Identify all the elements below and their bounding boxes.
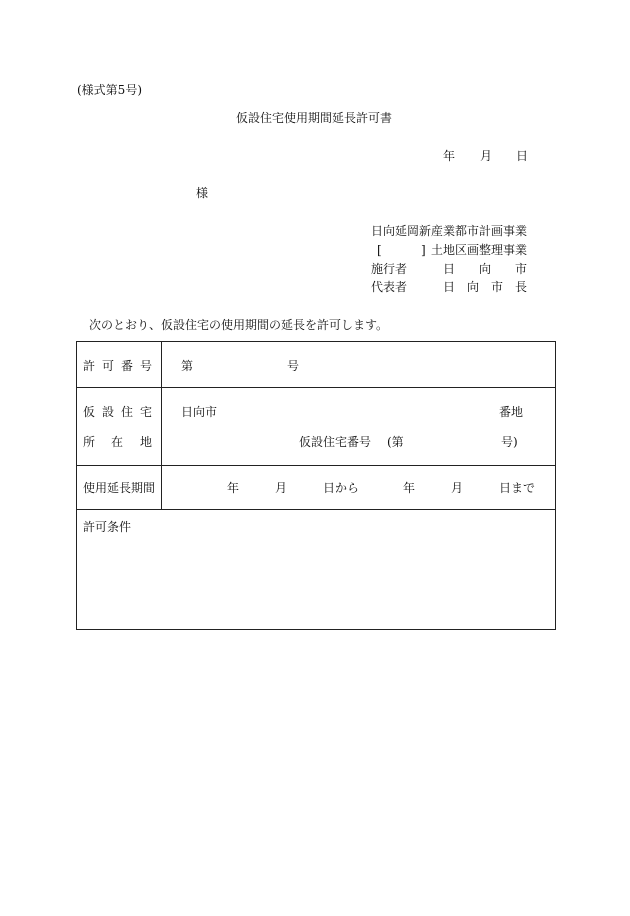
issuer-bracket-open: [ xyxy=(377,243,382,257)
row-divider xyxy=(77,465,555,466)
permit-number-label: 許 可 番 号 xyxy=(83,359,153,373)
operator-name-char-2: 向 xyxy=(479,262,492,276)
permit-number-prefix: 第 xyxy=(181,359,194,373)
location-label-line2: 所 在 地 xyxy=(83,435,153,449)
operator-name-char-3: 市 xyxy=(515,262,528,276)
date-day-label: 日 xyxy=(516,149,529,163)
permit-number-suffix: 号 xyxy=(287,359,300,373)
operator-label: 施行者 xyxy=(371,262,408,276)
location-city: 日向市 xyxy=(181,405,218,419)
date-month-label: 月 xyxy=(480,149,493,163)
representative-name-char-3: 市 xyxy=(491,280,504,294)
representative-name-char-4: 長 xyxy=(515,280,528,294)
recipient-suffix: 様 xyxy=(196,186,209,200)
permit-conditions-label: 許可条件 xyxy=(83,520,132,534)
location-lot-label: 番地 xyxy=(499,405,524,419)
column-divider xyxy=(161,342,162,509)
representative-name-char-2: 向 xyxy=(467,280,480,294)
representative-name-char-1: 日 xyxy=(443,280,456,294)
to-day-label: 日まで xyxy=(499,481,536,495)
housing-number-close: 号) xyxy=(501,435,518,449)
representative-label: 代表者 xyxy=(371,280,408,294)
housing-number-label: 仮設住宅番号 xyxy=(299,435,372,449)
issuer-project: 日向延岡新産業都市計画事業 xyxy=(371,224,528,238)
to-month-label: 月 xyxy=(451,481,464,495)
from-year-label: 年 xyxy=(227,481,240,495)
from-month-label: 月 xyxy=(275,481,288,495)
permit-table xyxy=(76,341,556,630)
housing-number-open: (第 xyxy=(387,435,404,449)
row-divider xyxy=(77,387,555,388)
row-divider xyxy=(77,509,555,510)
to-year-label: 年 xyxy=(403,481,416,495)
form-number: (様式第5号) xyxy=(77,83,142,97)
issuer-district: 土地区画整理事業 xyxy=(431,243,528,257)
from-day-label: 日から xyxy=(323,481,360,495)
operator-name-char-1: 日 xyxy=(443,262,456,276)
issuer-bracket-close: ] xyxy=(421,243,426,257)
date-year-label: 年 xyxy=(443,149,456,163)
intro-text: 次のとおり、仮設住宅の使用期間の延長を許可します。 xyxy=(89,318,389,332)
extension-period-label: 使用延長期間 xyxy=(83,481,156,495)
location-label-line1: 仮 設 住 宅 xyxy=(83,405,153,419)
document-title: 仮設住宅使用期間延長許可書 xyxy=(236,111,393,125)
